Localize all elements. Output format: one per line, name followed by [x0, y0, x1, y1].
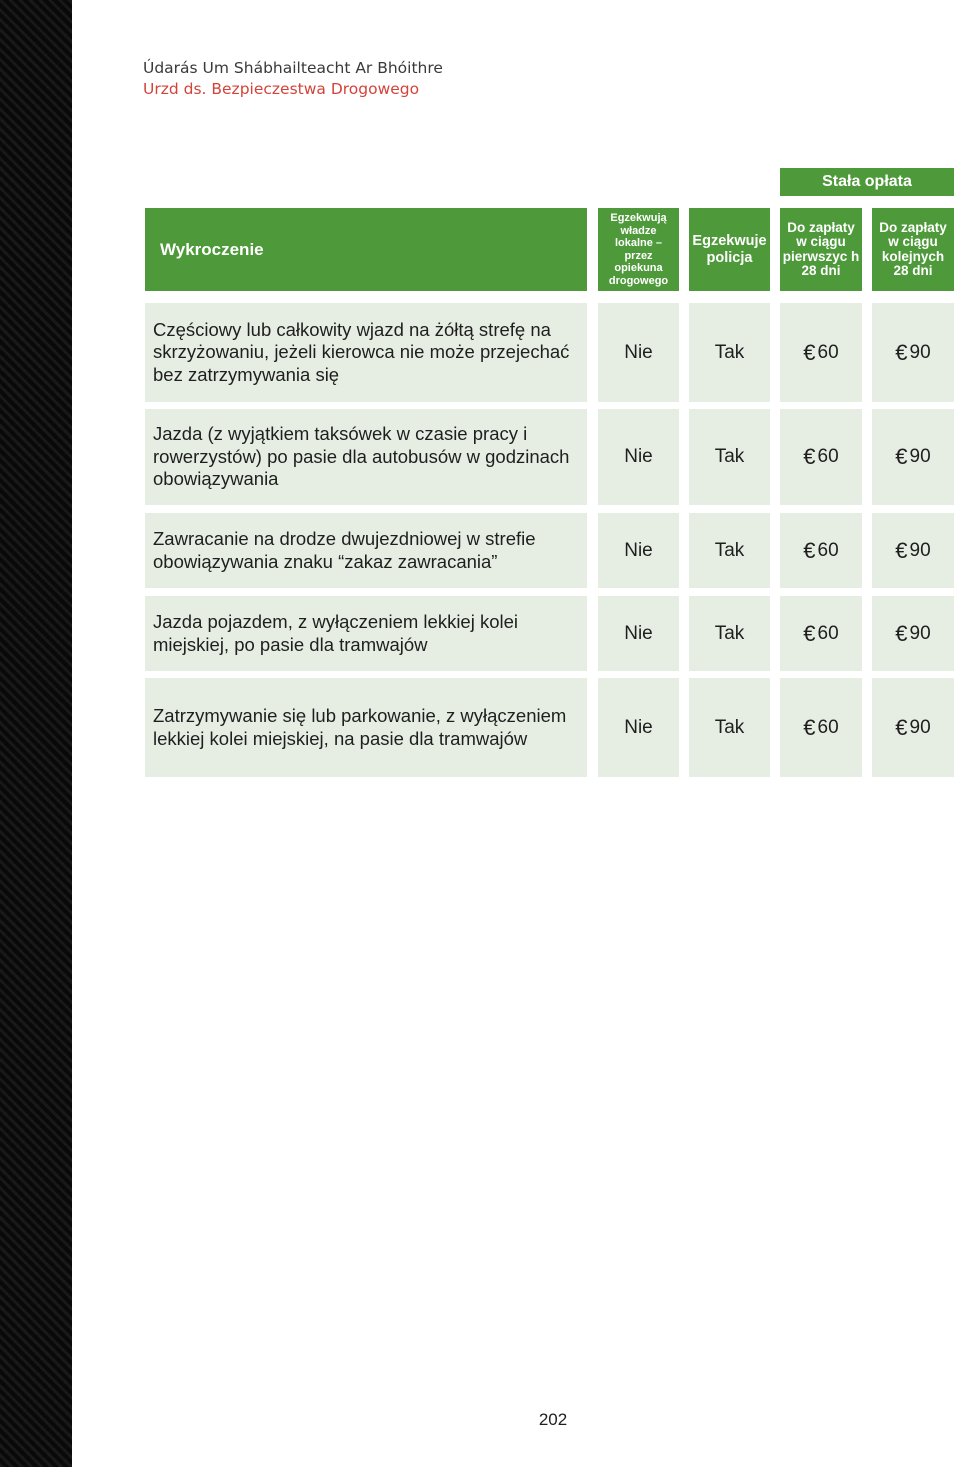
euro-symbol: € — [803, 714, 816, 740]
euro-symbol: € — [895, 620, 908, 646]
police-value: Tak — [689, 303, 770, 402]
fee-amount: 60 — [817, 539, 839, 561]
organization-name-irish: Údarás Um Shábhailteacht Ar Bhóithre — [143, 59, 443, 77]
fee-amount: 60 — [817, 716, 839, 738]
fee-amount: 90 — [909, 341, 931, 363]
euro-symbol: € — [895, 339, 908, 365]
euro-symbol: € — [895, 714, 908, 740]
fee-first-28-days — [780, 596, 862, 671]
local-authority-value: Nie — [598, 513, 679, 588]
column-header-first-28-days: Do zapłaty w ciągu pierwszyc h 28 dni — [780, 208, 862, 291]
fee-next-28-days — [872, 409, 954, 505]
fee-next-28-days — [872, 303, 954, 402]
local-authority-value: Nie — [598, 409, 679, 505]
local-authority-value: Nie — [598, 596, 679, 671]
euro-symbol: € — [895, 537, 908, 563]
fee-first-28-days — [780, 303, 862, 402]
organization-header — [143, 58, 443, 100]
offence-description: Jazda (z wyjątkiem taksówek w czasie pracy i rowerzystów) po pasie dla autobusów w godzinach obowiązywania — [145, 409, 587, 505]
fee-amount: 60 — [817, 341, 839, 363]
euro-symbol: € — [803, 444, 816, 469]
fee-first-28-days — [780, 513, 862, 588]
fee-next-28-days — [872, 678, 954, 777]
column-header-police: Egzekwuje policja — [689, 208, 770, 291]
fee-next-28-days — [872, 513, 954, 588]
euro-symbol: € — [803, 339, 816, 365]
fee-amount: 60 — [817, 446, 839, 467]
offence-description: Jazda pojazdem, z wyłączeniem lekkiej kolei miejskiej, po pasie dla tramwajów — [145, 596, 587, 671]
fee-amount: 90 — [909, 622, 931, 644]
decorative-side-strip — [0, 0, 72, 1467]
fee-first-28-days — [780, 678, 862, 777]
offence-description: Zawracanie na drodze dwujezdniowej w strefie obowiązywania znaku “zakaz zawracania” — [145, 513, 587, 588]
local-authority-value: Nie — [598, 678, 679, 777]
police-value: Tak — [689, 678, 770, 777]
fee-next-28-days — [872, 596, 954, 671]
police-value: Tak — [689, 409, 770, 505]
column-header-next-28-days: Do zapłaty w ciągu kolejnych 28 dni — [872, 208, 954, 291]
organization-name-polish: Urzd ds. Bezpieczestwa Drogowego — [143, 80, 420, 98]
page-number: 202 — [538, 1410, 568, 1429]
offence-description: Częściowy lub całkowity wjazd na żółtą strefę na skrzyżowaniu, jeżeli kierowca nie może przejechać bez zatrzymywania się — [145, 303, 587, 402]
fee-amount: 90 — [909, 446, 931, 467]
fee-first-28-days — [780, 409, 862, 505]
euro-symbol: € — [803, 537, 816, 563]
local-authority-value: Nie — [598, 303, 679, 402]
fee-amount: 90 — [909, 539, 931, 561]
column-header-local-authority: Egzekwują władze lokalne – przez opiekuna drogowego — [598, 208, 679, 291]
fee-amount: 90 — [909, 716, 931, 738]
euro-symbol: € — [803, 620, 816, 646]
column-header-offence: Wykroczenie — [145, 208, 587, 291]
police-value: Tak — [689, 596, 770, 671]
fee-amount: 60 — [817, 622, 839, 644]
euro-symbol: € — [895, 444, 908, 469]
fixed-fee-group-header: Stała opłata — [780, 168, 954, 196]
offence-description: Zatrzymywanie się lub parkowanie, z wyłączeniem lekkiej kolei miejskiej, na pasie dla tramwajów — [145, 678, 587, 777]
police-value: Tak — [689, 513, 770, 588]
